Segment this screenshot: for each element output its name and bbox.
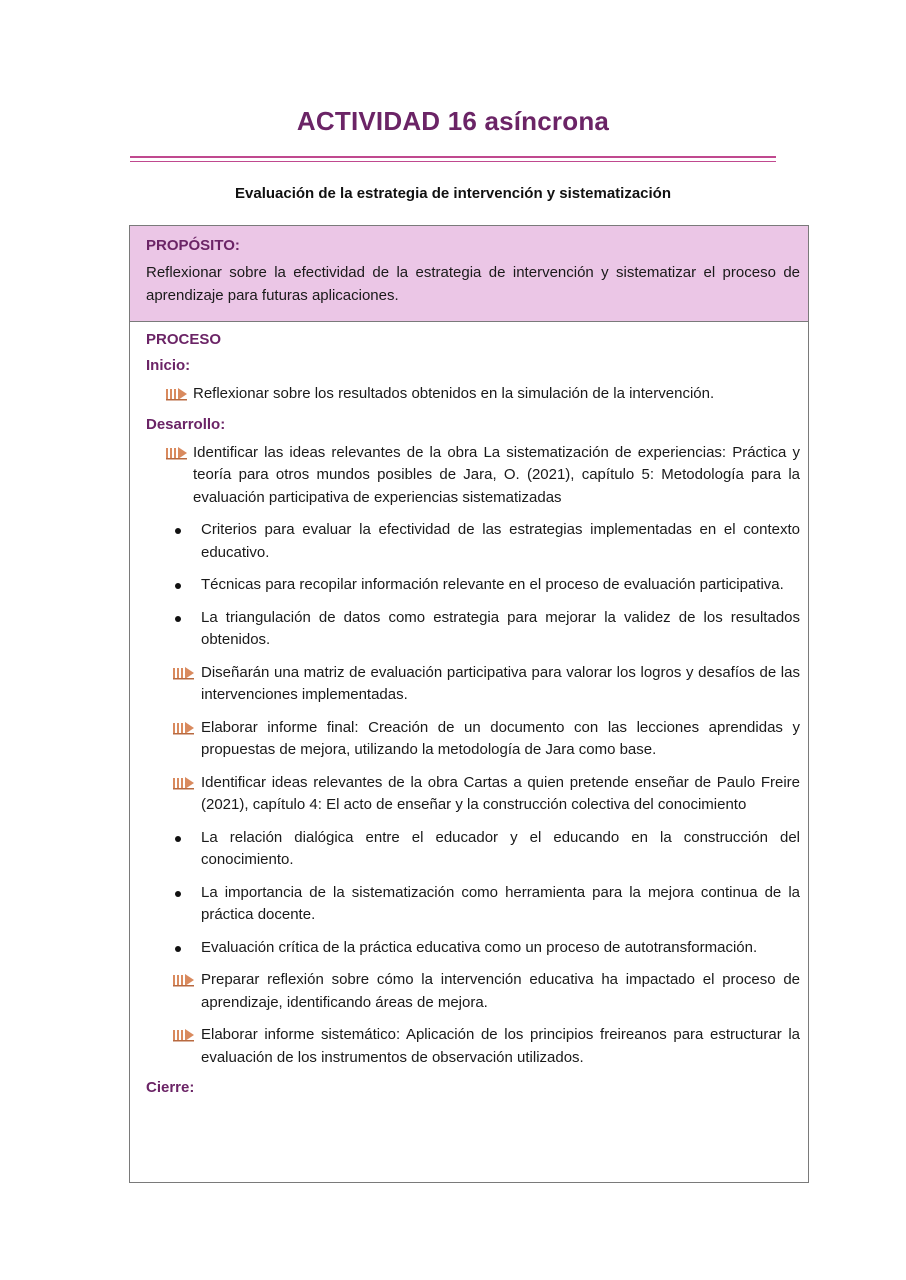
bullet-dot-icon <box>175 616 181 622</box>
arrow-bullet-icon <box>173 666 195 680</box>
arrow-bullet-icon <box>173 973 195 987</box>
list-item <box>146 717 800 762</box>
list-item <box>146 383 800 406</box>
list-item <box>146 772 800 817</box>
list-item-text: La relación dialógica entre el educador y el educando en la construcción del conocimiento. <box>201 828 800 868</box>
bullet-dot-icon <box>175 836 181 842</box>
bullet-dot-icon <box>175 891 181 897</box>
inicio-label: Inicio: <box>146 357 191 374</box>
list-item <box>146 1024 800 1069</box>
list-item-text: Preparar reflexión sobre cómo la intervención educativa ha impactado el proceso de aprendizaje, identificando áreas de mejora. <box>201 971 800 1011</box>
page-subtitle: Evaluación de la estrategia de intervención y sistematización <box>235 185 671 202</box>
list-item <box>146 882 800 927</box>
list-item-text: Criterios para evaluar la efectividad de las estrategias implementadas en el contexto educativo. <box>201 521 800 561</box>
list-item-text: Técnicas para recopilar información relevante en el proceso de evaluación participativa. <box>201 576 784 593</box>
arrow-bullet-icon <box>173 721 195 735</box>
activity-table <box>129 225 809 1183</box>
list-item-text: Reflexionar sobre los resultados obtenidos en la simulación de la intervención. <box>193 385 715 402</box>
list-item <box>146 969 800 1014</box>
cierre-label: Cierre: <box>146 1079 195 1096</box>
proceso-label: PROCESO <box>146 331 222 348</box>
proposito-section <box>130 226 808 322</box>
arrow-bullet-icon <box>166 387 188 401</box>
arrow-bullet-icon <box>173 776 195 790</box>
bullet-dot-icon <box>175 946 181 952</box>
proposito-text: Reflexionar sobre la efectividad de la estrategia de intervención y sistematizar el proceso de aprendizaje para futuras aplicaciones. <box>146 264 800 304</box>
list-item-text: Evaluación crítica de la práctica educativa como un proceso de autotransformación. <box>201 938 758 956</box>
list-item <box>146 607 800 652</box>
list-item-text: Diseñarán una matriz de evaluación participativa para valorar los logros y desafíos de las intervenciones implementadas. <box>201 663 800 703</box>
list-item <box>146 827 800 872</box>
list-item-text: Elaborar informe sistemático: Aplicación de los principios freireanos para estructurar la evaluación de los instrumentos de observación utilizados. <box>201 1026 800 1066</box>
proceso-section <box>130 322 808 1096</box>
title-rule-bottom <box>130 161 776 162</box>
title-rule-top <box>130 156 776 158</box>
bullet-dot-icon <box>175 528 181 534</box>
list-item-text: Identificar ideas relevantes de la obra Cartas a quien pretende enseñar de Paulo Freire (2021), capítulo 4: El acto de enseñar y la construcción colectiva del conocimiento <box>201 773 800 813</box>
arrow-bullet-icon <box>166 446 188 460</box>
proposito-label: PROPÓSITO: <box>146 237 240 254</box>
list-item-text: La importancia de la sistematización como herramienta para la mejora continua de la práctica docente. <box>201 883 800 923</box>
desarrollo-label: Desarrollo: <box>146 415 226 433</box>
list-item-text: Identificar las ideas relevantes de la obra La sistematización de experiencias: Práctica y teoría para otros mundos posibles de Jara, O. (2021), capítulo 5: Metodología para la evaluación participativa de experiencias sistematizadas <box>193 443 800 506</box>
list-item-text: La triangulación de datos como estrategia para mejorar la validez de los resultados obtenidos. <box>201 608 800 648</box>
arrow-bullet-icon <box>173 1028 195 1042</box>
list-item <box>146 662 800 707</box>
page-title: ACTIVIDAD 16 asíncrona <box>296 106 610 136</box>
list-item-text: Elaborar informe final: Creación de un documento con las lecciones aprendidas y propuestas de mejora, utilizando la metodología de Jara como base. <box>201 718 800 758</box>
list-item <box>146 442 800 510</box>
list-item <box>146 574 800 597</box>
bullet-dot-icon <box>175 583 181 589</box>
list-item <box>146 519 800 564</box>
list-item <box>146 937 800 960</box>
